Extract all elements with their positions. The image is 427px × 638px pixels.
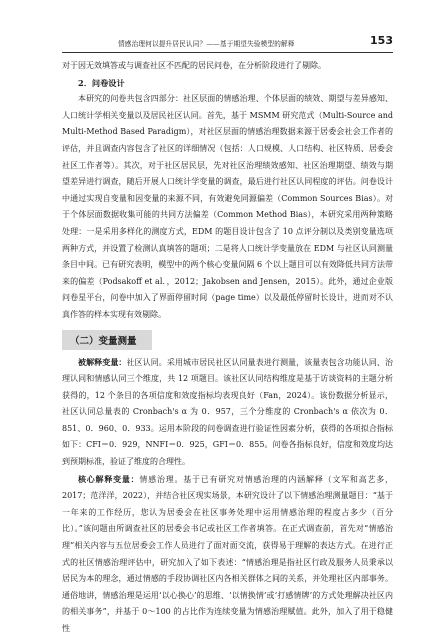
- running-header: [62, 34, 393, 53]
- page-number: 153: [370, 34, 393, 47]
- section-title-variable-measurement: （二）变量测量: [62, 330, 152, 350]
- dependent-variable-text: 社区认同。采用城市居民社区认同量表进行测量，该量表包含功能认同、治理认同和情感认同三个维度，共 12 项题目。该社区认同结构维度是基于访谈资料的主题分析获得的，12 个条目的各项信度和效度指标均表现良好（Fan，2024）。该份数据分析显示，社区认同总量表的 Cronbach's α 为 0．957，三个分维度的 Cronbach's α 依次为 0．851、0．960、0．933。运用本阶段的问卷调查进行验证性因素分析，获得的各项拟合指标如下：CFI＝0．929，NNFI＝0．925，GFI＝0．855。问卷各指标良好，信度和效度均达到预期标准，验证了维度的合理性。: [62, 357, 394, 467]
- running-title: 情感治理何以提升居民认同？——基于期望失验模型的解释: [118, 40, 295, 48]
- article-body: [62, 58, 393, 638]
- core-variable-text: 情感治理。基于已有研究对情感治理的内涵解释（文军和高艺多，2017；范洋洋，2022），并结合社区现实场景，本研究设计了以下情感治理测量题目：“基于一年来的工作经历，您认为居委会在社区事务处理中运用情感治理的程度占多少（百分比）。”该问题由所调查社区的居委会书记或社区工作者填答。在正式调查前，首先对“情感治理”相关内容与五位居委会工作人员进行了面对面交流，获得易于理解的表达方式。在进行正式的社区情感治理评估中，研究加入了如下表述：“情感治理是指社区行政及服务人员秉承以居民为本的理念，通过情感的手段协调社区内各相关群体之间的关系，并处理社区内部事务。通俗地讲，情感治理是运用‘以心换心’的思维、‘以情换情’或‘打感情牌’的方式处理解决社区内的相关事务”，并基于 0～100 的占比作为连续变量为情感治理赋值。此外，加入了用于稳健性: [62, 474, 394, 633]
- subheading-questionnaire-design: 2．问卷设计: [78, 77, 125, 88]
- paragraph-data-cleaning: 对于因无效填答或与调查社区不匹配的居民问卷，在分析阶段进行了剔除。: [62, 61, 326, 70]
- paragraph-core-explanatory-variable: [62, 471, 393, 638]
- dependent-variable-label: 被解释变量：: [78, 356, 127, 367]
- core-variable-label: 核心解释变量：: [78, 473, 140, 484]
- paragraph-dependent-variable: [62, 354, 393, 471]
- paragraph-questionnaire-design: 本研究的问卷共包含四部分：社区层面的情感治理、个体层面的绩效、期望与差异感知、人口统计学相关变量以及居民社区认同。首先，基于 MSMM 研究范式（Multi-Source and Multi-Method Based Paradigm），对社区层面的情感治理数据来源于居委会社会工作者的评估，并且调查内容包含了社区的详细情况（包括：人口规模、人口结构、社区特质、居委会社区工作者等）。其次，对于社区居民层，先对社区治理绩效感知、社区治理期望、绩效与期望差异进行调查，随后开展人口统计学变量的调查，最后进行社区认同程度的评估。问卷设计中通过实现自变量和因变量的来源不同，有效避免同源偏差（Common Sources Bias）。对于个体层面数据收集可能的共同方法偏差（Common Method Bias），本研究采用两种策略处理：一是采用多样化的测度方式，EDM 的题目设计包含了 10 点评分制以及类别变量选项两种方式，并设置了检测认真填答的题项；二是将人口统计学变量放在 EDM 与社区认同测量条目中间。已有研究表明，模型中的两个核心变量间隔 6 个以上题目可以有效降低共同方法带来的偏差（Podsakoff et al．，2012；Jakobsen and Jensen，2015）。此外，通过企业版问卷星平台，问卷中加入了界面停留时间（page time）以及最低停留时长设计，进而对不认真作答的样本实现有效剔除。: [62, 94, 393, 319]
